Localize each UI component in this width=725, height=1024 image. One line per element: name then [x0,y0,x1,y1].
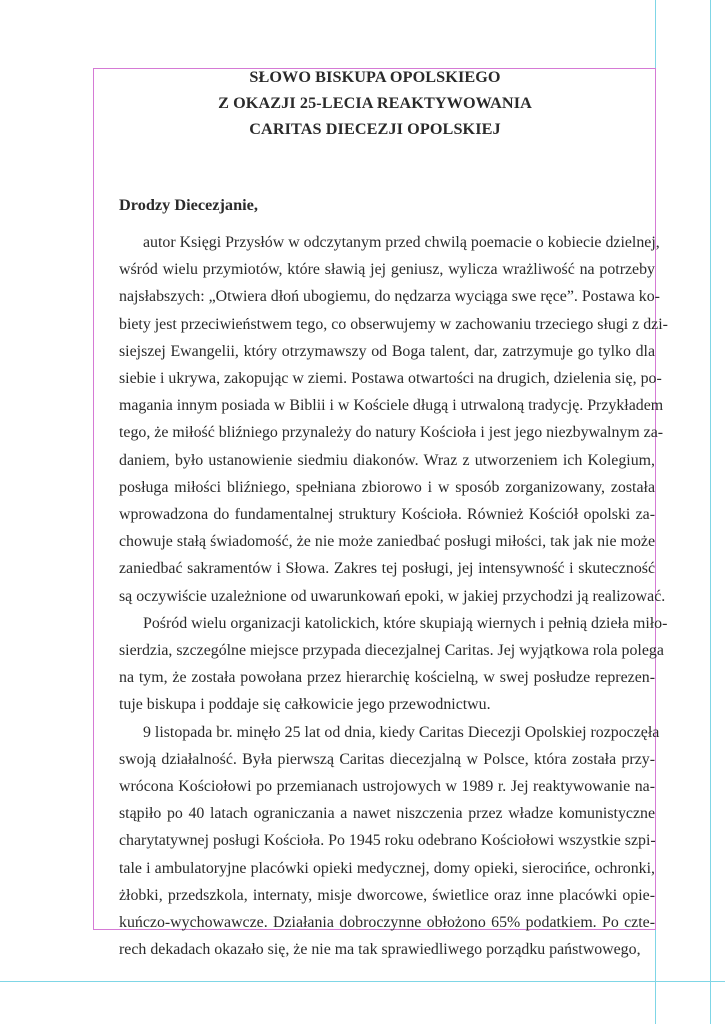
paragraph-line: siejszej Ewangelii, który otrzymawszy od Boga talent, dar, zatrzymuje go tylko dla [119,342,655,360]
paragraph-line: daniem, było ustanowienie siedmiu diakonów. Wraz z utworzeniem ich Kolegium, [119,451,655,469]
paragraph-line: posługa miłości bliźniego, spełniana zbiorowo i w sposób zorganizowany, została [119,478,655,496]
paragraph [95,719,660,964]
paragraph-line: magania innym posiada w Biblii i w Kościele długą i utrwaloną tradycję. Przykładem [119,397,664,415]
paragraph-line: na tym, że została powołana przez hierarchię kościelną, w swej posłudze reprezen- [119,669,655,687]
paragraph-line: 9 listopada br. minęło 25 lat od dnia, kiedy Caritas Diecezji Opolskiej rozpoczęła [143,723,660,741]
paragraph-line: są oczywiście uzależnione od uwarunkowań epoki, w jakiej przychodzi ją realizować. [119,587,666,605]
title-line: SŁOWO BISKUPA OPOLSKIEGO [249,68,501,86]
page-content [95,64,668,963]
salutation: Drodzy Diecezjanie, [119,195,258,214]
paragraph-line: wrócona Kościołowi po przemianach ustrojowych w 1989 r. Jej reaktywowanie na- [119,778,655,796]
paragraph [95,229,668,610]
paragraph-line: kuńczo-wychowawcze. Działania dobroczynne obłożono 65% podatkiem. Po czte- [119,914,655,932]
paragraph-line: tuje biskupa i poddaje się całkowicie jego przewodnictwu. [119,696,491,714]
paragraph-line: sierdzia, szczególne miejsce przypada diecezjalnej Caritas. Jej wyjątkowa rola polega [119,642,664,660]
paragraph-line: autor Księgi Przysłów w odczytanym przed chwilą poemacie o kobiecie dzielnej, [143,234,660,251]
paragraph-line: chowuje stałą świadomość, że nie może zaniedbać posługi miłości, tak jak nie może [119,533,655,551]
paragraph [95,610,668,719]
page-title [95,64,655,142]
paragraph-line: żłobki, przedszkola, internaty, misje dworcowe, świetlice oraz inne placówki opie- [119,886,655,904]
guide-line-vertical-bleed [710,0,711,1024]
paragraph-line: wśród wielu przymiotów, które sławią jej geniusz, wylicza wrażliwość na potrzeby [119,261,655,279]
paragraph-line: Pośród wielu organizacji katolickich, które skupiają wiernych i pełnią dzieła miło- [143,614,668,632]
title-line: Z OKAZJI 25-LECIA REAKTYWOWANIA [218,94,532,112]
paragraph-line: charytatywnej posługi Kościoła. Po 1945 roku odebrano Kościołowi wszystkie szpi- [119,832,656,850]
paragraph-line: rech dekadach okazało się, że nie ma tak sprawiedliwego porządku państwowego, [119,941,641,959]
paragraph-line: tego, że miłość bliźniego przynależy do natury Kościoła i jest jego niezbywalnym za- [119,424,664,442]
paragraph-line: swoją działalność. Była pierwszą Caritas diecezjalną w Polsce, która została przy- [119,750,655,768]
paragraph-line: zaniedbać sakramentów i Słowa. Zakres tej posługi, jej intensywność i skuteczność [119,560,655,578]
paragraph-line: siebie i ukrywa, zakopując w ziemi. Postawa otwartości na drugich, dzielenia się, po- [119,370,662,388]
paragraph-line: stąpiło po 40 latach ograniczania a nawet niszczenia przez władze komunistyczne [119,805,655,823]
paragraph-line: tale i ambulatoryjne placówki opieki medycznej, domy opieki, sierocińce, ochronki, [119,859,655,877]
body-text [95,229,668,963]
title-line: CARITAS DIECEZJI OPOLSKIEJ [249,120,501,138]
paragraph-line: biety jest przeciwieństwem tego, co obserwujemy w zachowaniu trzeciego sługi z dzi- [119,315,668,333]
paragraph-line: najsłabszych: „Otwiera dłoń ubogiemu, do nędzarza wyciąga swe ręce”. Postawa ko- [119,288,660,306]
guide-line-horizontal-bottom [0,981,725,982]
paragraph-line: wprowadzona do fundamentalnej struktury Kościoła. Również Kościół opolski za- [119,506,655,524]
